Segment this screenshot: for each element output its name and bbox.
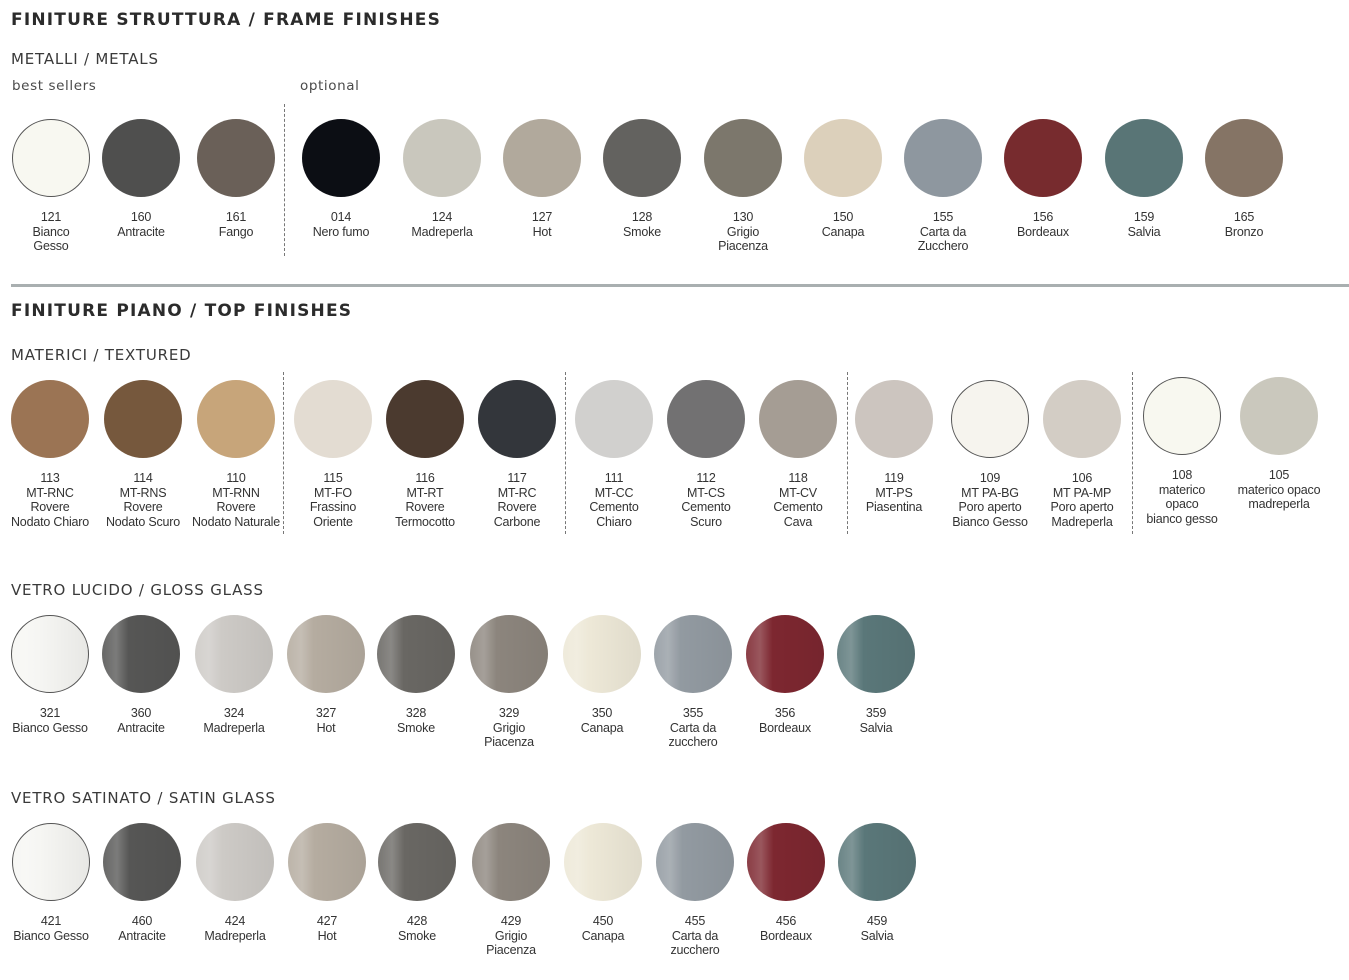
swatch-code: 127: [531, 210, 553, 224]
swatch-code: 327: [315, 706, 337, 720]
swatch-code: 161: [225, 210, 247, 224]
color-circle: [704, 119, 782, 197]
swatch-code: 118: [788, 471, 808, 485]
color-circle: [759, 380, 837, 458]
swatch-name-line: Bianco Gesso: [952, 514, 1028, 529]
swatch-code: 160: [130, 210, 152, 224]
swatch-code: 014: [330, 210, 352, 224]
color-circle: [197, 380, 275, 458]
swatch-code: 359: [865, 706, 887, 720]
swatch-code: 329: [498, 706, 520, 720]
swatch-name-line: Zucchero: [917, 239, 969, 253]
swatch-label: [811, 706, 941, 735]
swatch-name-line: Grigio: [726, 224, 760, 239]
swatch-105: [1214, 377, 1344, 512]
swatch-name-line: Rovere: [30, 500, 70, 514]
color-circle: [804, 119, 882, 197]
swatch-code: 456: [775, 914, 797, 928]
swatch-name-line: Smoke: [623, 224, 661, 239]
swatch-name-line: MT-PS: [875, 485, 913, 500]
swatch-name-line: Antracite: [118, 928, 166, 943]
swatch-name-line: zucchero: [670, 943, 720, 957]
swatch-code: 112: [696, 471, 716, 485]
swatch-name-line: Rovere: [123, 500, 163, 514]
color-circle: [838, 823, 916, 901]
swatch-label: [1179, 210, 1309, 239]
swatch-name-line: Poro aperto: [1050, 500, 1114, 514]
swatch-name-line: Hot: [532, 224, 552, 239]
swatch-label: [1214, 468, 1344, 512]
best-sellers-label: best sellers: [12, 78, 97, 94]
section-divider: [11, 284, 1349, 287]
swatch-name-line: Canapa: [581, 928, 625, 943]
swatch-code: 114: [133, 471, 153, 485]
swatch-name-line: MT PA-BG: [961, 485, 1019, 500]
swatch-code: 324: [223, 706, 245, 720]
swatch-code: 109: [979, 471, 1001, 485]
swatch-name-line: Bronzo: [1224, 224, 1264, 239]
swatch-name-line: MT-CS: [687, 485, 725, 500]
swatch-459: [812, 823, 942, 943]
swatch-name-line: Cava: [783, 514, 813, 529]
swatch-name-line: Carbone: [493, 514, 541, 529]
swatch-name-line: Salvia: [860, 928, 894, 943]
swatch-name-line: Bianco: [32, 224, 70, 239]
swatch-name-line: Nodato Scuro: [105, 514, 181, 529]
color-circle: [1240, 377, 1318, 455]
swatch-name-line: Madreperla: [204, 928, 266, 943]
swatch-code: 116: [415, 471, 435, 485]
swatch-359: [811, 615, 941, 735]
swatch-code: 106: [1071, 471, 1093, 485]
optional-label: optional: [300, 78, 360, 94]
swatch-name-line: Nodato Chiaro: [10, 514, 89, 529]
swatch-code: 111: [604, 471, 624, 485]
swatch-code: 455: [684, 914, 706, 928]
swatch-name-line: Cemento: [773, 500, 823, 514]
swatch-name-line: Termocotto: [395, 514, 455, 529]
swatch-name-line: Bordeaux: [759, 720, 811, 735]
swatch-code: 460: [131, 914, 153, 928]
color-circle: [302, 119, 380, 197]
swatch-name-line: Rovere: [405, 500, 445, 514]
swatch-name-line: Rovere: [216, 500, 256, 514]
swatch-name-line: Poro aperto: [958, 500, 1022, 514]
swatch-name-line: Piacenza: [486, 943, 536, 957]
swatch-name-line: MT-RNC: [26, 485, 74, 500]
swatch-code: 115: [323, 471, 343, 485]
textured-title: MATERICI / TEXTURED: [11, 346, 192, 364]
swatch-code: 121: [40, 210, 62, 224]
swatch-code: 328: [405, 706, 427, 720]
color-circle: [837, 615, 915, 693]
color-circle: [403, 119, 481, 197]
swatch-name-line: Scuro: [690, 514, 722, 529]
swatch-code: 110: [226, 471, 246, 485]
satin-glass-title: VETRO SATINATO / SATIN GLASS: [11, 789, 276, 807]
swatch-code: 113: [40, 471, 60, 485]
swatch-code: 429: [500, 914, 522, 928]
swatch-name-line: Bianco Gesso: [12, 720, 88, 735]
swatch-label: [812, 914, 942, 943]
swatch-name-line: Madreperla: [1051, 514, 1113, 529]
swatch-name-line: Piasentina: [865, 500, 923, 514]
swatch-name-line: MT-RNS: [119, 485, 167, 500]
swatch-name-line: Oriente: [313, 514, 353, 529]
swatch-name-line: Hot: [316, 720, 336, 735]
swatch-code: 459: [866, 914, 888, 928]
metals-title: METALLI / METALS: [11, 50, 159, 68]
swatch-code: 108: [1171, 468, 1193, 482]
swatch-name-line: Madreperla: [411, 224, 473, 239]
swatch-name-line: Chiaro: [596, 514, 632, 529]
swatch-name-line: Smoke: [398, 928, 436, 943]
swatch-name-line: Canapa: [821, 224, 865, 239]
swatch-code: 105: [1268, 468, 1290, 482]
swatch-name-line: Antracite: [117, 224, 165, 239]
color-circle: [603, 119, 681, 197]
swatch-code: 427: [316, 914, 338, 928]
color-circle: [1143, 377, 1221, 455]
swatch-code: 155: [932, 210, 954, 224]
color-circle: [102, 119, 180, 197]
swatch-code: 159: [1133, 210, 1155, 224]
gloss-glass-title: VETRO LUCIDO / GLOSS GLASS: [11, 581, 264, 599]
swatch-name-line: Grigio: [494, 928, 528, 943]
swatch-code: 355: [682, 706, 704, 720]
swatch-name-line: MT-RNN: [212, 485, 260, 500]
swatch-name-line: Grigio: [492, 720, 526, 735]
color-circle: [1043, 380, 1121, 458]
swatch-name-line: MT-CC: [594, 485, 634, 500]
swatch-name-line: materico opaco: [1237, 482, 1321, 497]
swatch-code: 165: [1233, 210, 1255, 224]
swatch-code: 119: [884, 471, 904, 485]
swatch-name-line: materico: [1158, 482, 1206, 497]
swatch-name-line: Hot: [317, 928, 337, 943]
swatch-name-line: Bordeaux: [1017, 224, 1069, 239]
color-circle: [1205, 119, 1283, 197]
swatch-code: 360: [130, 706, 152, 720]
swatch-code: 124: [431, 210, 453, 224]
swatch-name-line: Carta da: [671, 928, 719, 943]
swatch-name-line: Canapa: [580, 720, 624, 735]
swatch-name-line: Madreperla: [203, 720, 265, 735]
swatch-code: 421: [40, 914, 62, 928]
swatch-name-line: bianco gesso: [1146, 511, 1218, 526]
swatch-name-line: opaco: [1165, 497, 1199, 511]
swatch-code: 356: [774, 706, 796, 720]
color-circle: [378, 823, 456, 901]
color-circle: [503, 119, 581, 197]
swatch-name-line: Rovere: [497, 500, 537, 514]
color-circle: [1105, 119, 1183, 197]
swatch-name-line: Nodato Naturale: [191, 514, 281, 529]
swatch-code: 130: [732, 210, 754, 224]
swatch-name-line: Carta da: [919, 224, 967, 239]
swatch-code: 450: [592, 914, 614, 928]
swatch-name-line: Cemento: [681, 500, 731, 514]
swatch-name-line: Bianco Gesso: [13, 928, 89, 943]
swatch-name-line: MT-RC: [497, 485, 537, 500]
color-circle: [478, 380, 556, 458]
swatch-code: 321: [39, 706, 61, 720]
color-circle: [855, 380, 933, 458]
swatch-code: 117: [507, 471, 527, 485]
color-circle: [197, 119, 275, 197]
swatch-name-line: Antracite: [117, 720, 165, 735]
swatch-name-line: Salvia: [859, 720, 893, 735]
top-finishes-title: FINITURE PIANO / TOP FINISHES: [11, 301, 353, 321]
swatch-name-line: Frassino: [309, 500, 357, 514]
swatch-name-line: Piacenza: [718, 239, 768, 253]
swatch-name-line: Smoke: [397, 720, 435, 735]
swatch-code: 424: [224, 914, 246, 928]
swatch-code: 128: [631, 210, 653, 224]
swatch-name-line: Carta da: [669, 720, 717, 735]
color-circle: [1004, 119, 1082, 197]
swatch-name-line: zucchero: [668, 735, 718, 749]
swatch-name-line: MT-RT: [406, 485, 444, 500]
swatch-name-line: madreperla: [1248, 497, 1310, 511]
swatch-name-line: Bordeaux: [760, 928, 812, 943]
swatch-code: 428: [406, 914, 428, 928]
swatch-name-line: MT-CV: [779, 485, 817, 500]
color-circle: [904, 119, 982, 197]
swatch-name-line: Cemento: [589, 500, 639, 514]
swatch-code: 150: [832, 210, 854, 224]
swatch-name-line: Fango: [218, 224, 254, 239]
swatch-code: 156: [1032, 210, 1054, 224]
frame-finishes-title: FINITURE STRUTTURA / FRAME FINISHES: [11, 10, 442, 30]
swatch-name-line: MT-FO: [314, 485, 352, 500]
swatch-165: [1179, 119, 1309, 239]
swatch-name-line: MT PA-MP: [1052, 485, 1112, 500]
swatch-name-line: Salvia: [1127, 224, 1161, 239]
swatch-name-line: Nero fumo: [312, 224, 370, 239]
swatch-name-line: Gesso: [33, 239, 69, 253]
swatch-code: 350: [591, 706, 613, 720]
swatch-name-line: Piacenza: [484, 735, 534, 749]
